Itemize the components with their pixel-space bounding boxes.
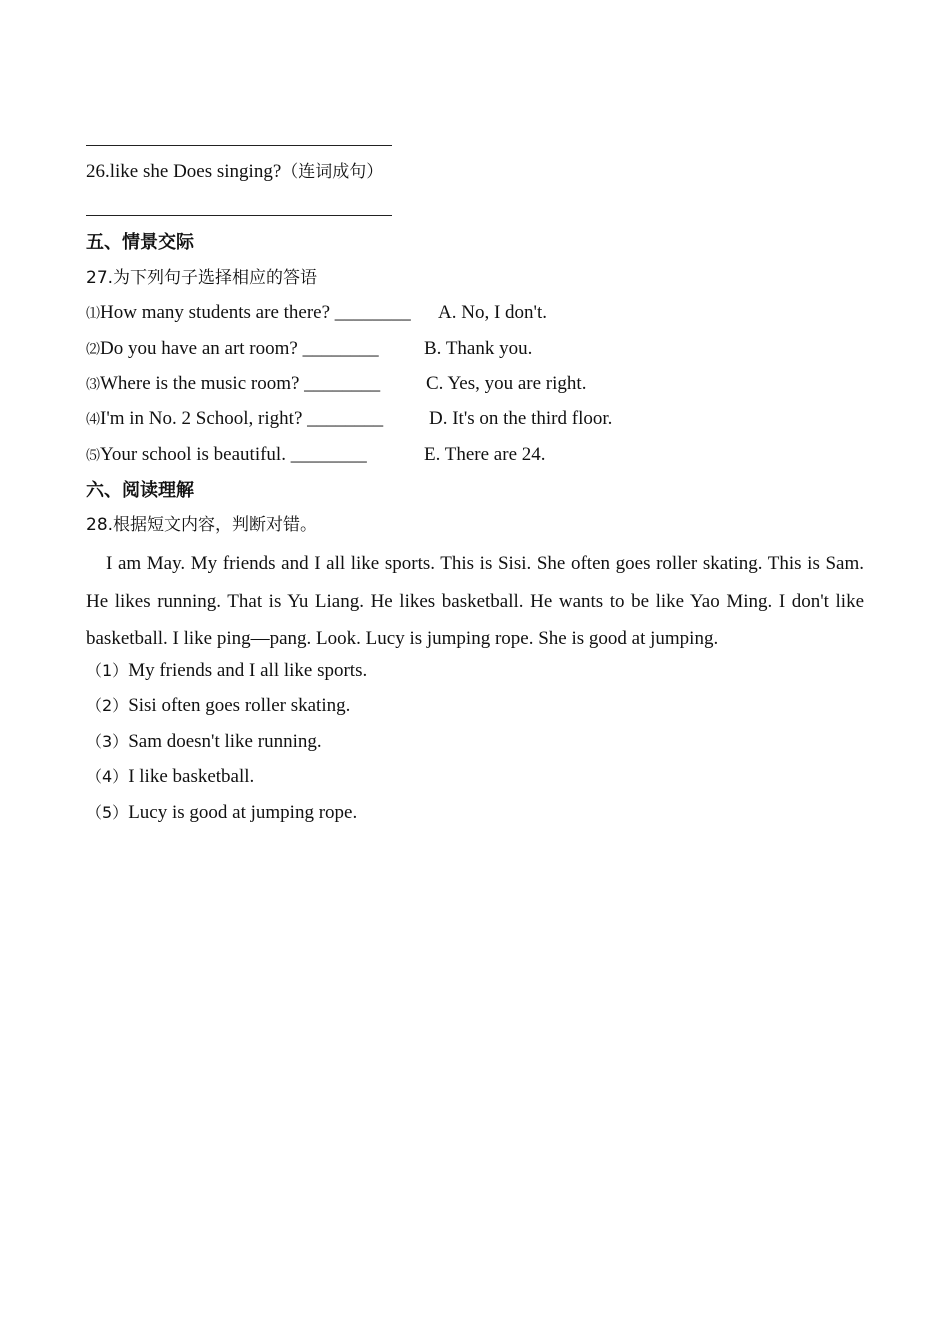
- statement-3: [86, 730, 322, 754]
- matching-question-text: I'm in No. 2 School, right? ________: [100, 408, 384, 429]
- matching-question-text: Your school is beautiful. ________: [100, 444, 367, 465]
- matching-answer-a: A. No, I don't.: [438, 302, 547, 323]
- matching-question-text: Do you have an art room? ________: [100, 338, 379, 359]
- statement-text: Lucy is good at jumping rope.: [128, 802, 358, 823]
- section-6-heading: 六、阅读理解: [86, 480, 194, 501]
- matching-answer-d: D. It's on the third floor.: [429, 408, 613, 429]
- section-5-heading: 五、情景交际: [86, 232, 194, 253]
- statement-number: （4）: [86, 767, 129, 786]
- statement-text: Sisi often goes roller skating.: [128, 695, 351, 716]
- item-number: ⑸: [86, 448, 100, 464]
- item-number: ⑶: [86, 377, 100, 393]
- statement-number: （1）: [86, 661, 129, 680]
- statement-4: [86, 765, 254, 789]
- item-number: ⑷: [86, 412, 100, 428]
- item-number: ⑴: [86, 306, 100, 322]
- question-26-text: 26.like she Does singing?: [86, 161, 282, 182]
- question-26: [86, 160, 383, 184]
- question-27-prompt: 27.为下列句子选择相应的答语: [86, 268, 318, 288]
- statement-2: [86, 694, 350, 718]
- question-26-note: （连词成句）: [281, 162, 384, 182]
- matching-question-2: [86, 337, 379, 362]
- matching-question-text: How many students are there? ________: [100, 302, 411, 323]
- matching-answer-e: E. There are 24.: [424, 444, 546, 465]
- statement-1: [86, 659, 367, 683]
- statement-number: （3）: [86, 732, 129, 751]
- matching-question-3: [86, 372, 380, 397]
- question-28-prompt: 28.根据短文内容，判断对错。: [86, 515, 318, 535]
- reading-passage: I am May. My friends and I all like sports. This is Sisi. She often goes roller skating. This is Sam. He likes running. That is Yu Liang. He likes basketball. He wants to be like Yao Ming. I don't like basketball. I like ping—pang. Look. Lucy is jumping rope. She is good at jumping.: [86, 553, 864, 649]
- matching-answer-b: B. Thank you.: [424, 338, 533, 359]
- matching-question-4: [86, 407, 383, 432]
- matching-question-5: [86, 443, 367, 468]
- statement-text: My friends and I all like sports.: [128, 660, 368, 681]
- answer-line-26: [86, 215, 392, 216]
- statement-number: （5）: [86, 803, 129, 822]
- matching-question-1: [86, 301, 411, 326]
- matching-question-text: Where is the music room? ________: [100, 373, 381, 394]
- statement-5: [86, 801, 357, 825]
- statement-text: Sam doesn't like running.: [128, 731, 322, 752]
- matching-answer-c: C. Yes, you are right.: [426, 373, 587, 394]
- statement-text: I like basketball.: [128, 766, 255, 787]
- answer-line-25: [86, 145, 392, 146]
- statement-number: （2）: [86, 696, 129, 715]
- item-number: ⑵: [86, 342, 100, 358]
